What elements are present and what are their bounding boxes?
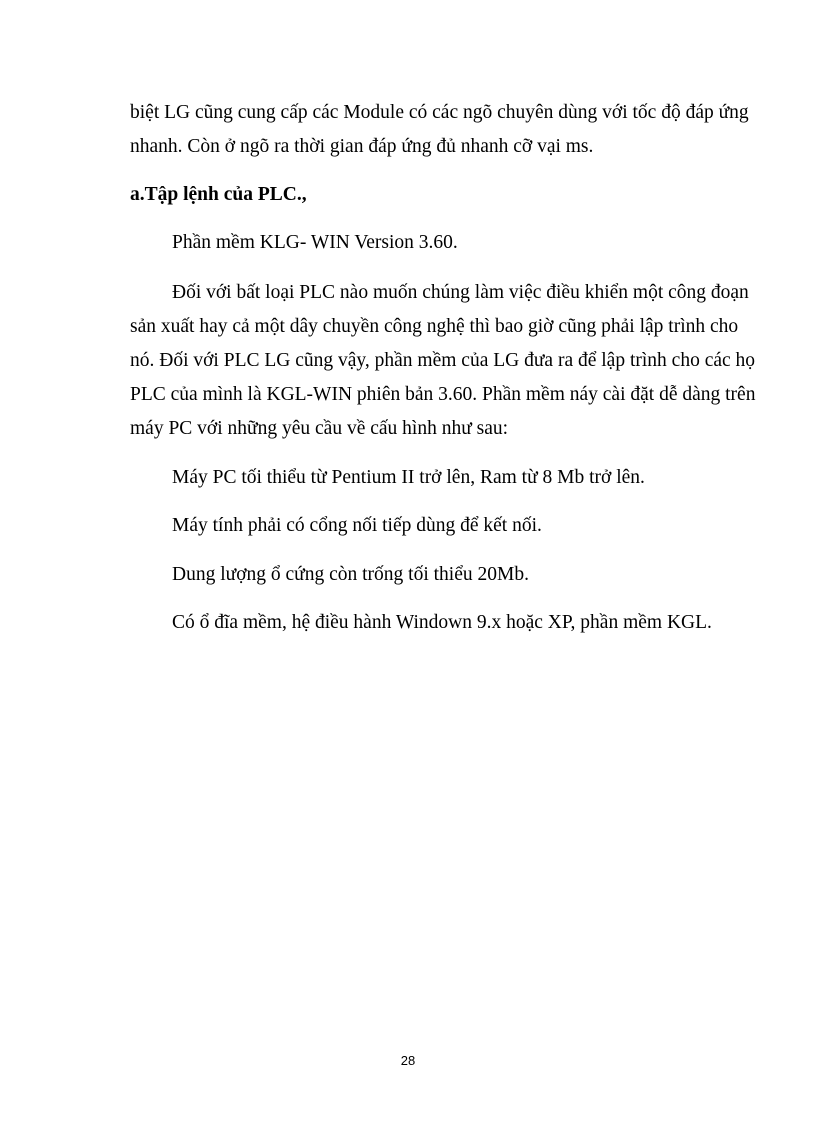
paragraph-line: PLC của mình là KGL-WIN phiên bản 3.60. Phần mềm náy cài đặt dễ dàng trên bbox=[130, 384, 756, 405]
paragraph-line: sản xuất hay cả một dây chuyền công nghệ thì bao giờ cũng phải lập trình cho bbox=[130, 316, 739, 337]
page-number: 28 bbox=[400, 1053, 416, 1068]
software-line: Phần mềm KLG- WIN Version 3.60. bbox=[172, 232, 458, 253]
paragraph-line: máy PC với những yêu cầu về cấu hình như sau: bbox=[130, 418, 509, 439]
paragraph-line: Đối với bất loại PLC nào muốn chúng làm việc điều khiển một công đoạn bbox=[172, 282, 749, 303]
paragraph-line: nó. Đối với PLC LG cũng vậy, phần mềm của LG đưa ra để lập trình cho các họ bbox=[130, 350, 756, 371]
requirement-item: Có ổ đĩa mềm, hệ điều hành Windown 9.x hoặc XP, phần mềm KGL. bbox=[172, 612, 712, 633]
requirement-item: Dung lượng ổ cứng còn trống tối thiểu 20Mb. bbox=[172, 564, 529, 585]
requirement-item: Máy tính phải có cổng nối tiếp dùng để kết nối. bbox=[172, 515, 542, 536]
section-heading: a.Tập lệnh của PLC., bbox=[130, 184, 307, 205]
requirement-item: Máy PC tối thiểu từ Pentium II trở lên, Ram từ 8 Mb trở lên. bbox=[172, 467, 645, 488]
paragraph-line: nhanh. Còn ở ngõ ra thời gian đáp ứng đủ nhanh cỡ vại ms. bbox=[130, 136, 594, 157]
paragraph-line: biệt LG cũng cung cấp các Module có các ngõ chuyên dùng với tốc độ đáp ứng bbox=[130, 102, 749, 123]
